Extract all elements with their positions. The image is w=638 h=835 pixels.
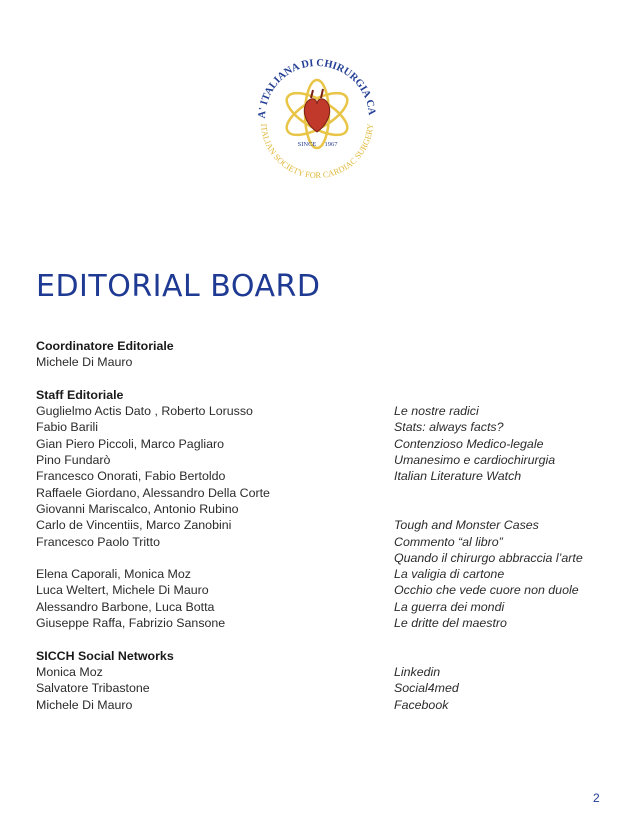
staff-name: Elena Caporali, Monica Moz — [36, 567, 191, 582]
staff-topic: Tough and Monster Cases — [394, 518, 539, 533]
logo-since-text: SINCE — [297, 141, 317, 148]
staff-name: Gian Piero Piccoli, Marco Pagliaro — [36, 436, 225, 451]
staff-row — [36, 501, 596, 517]
staff-name: Giuseppe Raffa, Fabrizio Sansone — [36, 616, 226, 631]
social-row — [36, 664, 596, 680]
staff-name: Luca Weltert, Michele Di Mauro — [36, 583, 209, 598]
social-heading: SICCH Social Networks — [36, 648, 174, 663]
logo-arc-bottom-text: ITALIAN SOCIETY FOR CARDIAC SURGERY — [259, 123, 376, 180]
staff-topic: Le nostre radici — [394, 404, 479, 419]
staff-row — [36, 615, 596, 631]
social-name: Monica Moz — [36, 664, 103, 679]
staff-row — [36, 582, 596, 598]
staff-topic: Stats: always facts? — [394, 420, 504, 435]
editorial-board-content — [36, 338, 596, 713]
staff-name: Alessandro Barbone, Luca Botta — [36, 599, 215, 614]
staff-row — [36, 403, 596, 419]
staff-name: Francesco Onorati, Fabio Bertoldo — [36, 469, 226, 484]
staff-name — [36, 550, 394, 566]
staff-topic: Occhio che vede cuore non duole — [394, 583, 579, 598]
staff-heading: Staff Editoriale — [36, 387, 124, 402]
staff-name: Giovanni Mariscalco, Antonio Rubino — [36, 501, 239, 516]
staff-name: Raffaele Giordano, Alessandro Della Corte — [36, 485, 270, 500]
social-name: Michele Di Mauro — [36, 697, 133, 712]
staff-topic: La valigia di cartone — [394, 567, 505, 582]
social-network: Social4med — [394, 681, 459, 696]
social-list — [36, 664, 596, 713]
staff-topic: Quando il chirurgo abbraccia l’arte — [394, 550, 583, 565]
coordinator-name: Michele Di Mauro — [36, 355, 133, 370]
staff-topic: La guerra dei mondi — [394, 599, 505, 614]
logo-arc-top-text: A' ITALIANA DI CHIRURGIA CA — [256, 57, 378, 119]
social-network: Facebook — [394, 697, 449, 712]
page-title: EDITORIAL BOARD — [36, 269, 321, 304]
society-seal-icon — [241, 40, 393, 180]
staff-name: Carlo de Vincentiis, Marco Zanobini — [36, 518, 232, 533]
staff-row — [36, 599, 596, 615]
social-row — [36, 680, 596, 696]
staff-list — [36, 403, 596, 631]
staff-topic: Commento “al libro” — [394, 534, 503, 549]
staff-row — [36, 468, 596, 484]
staff-topic: Contenzioso Medico-legale — [394, 436, 544, 451]
staff-row — [36, 419, 596, 435]
society-logo — [241, 40, 393, 180]
coordinator-heading: Coordinatore Editoriale — [36, 339, 174, 353]
staff-name: Fabio Barili — [36, 420, 98, 435]
staff-row — [36, 534, 596, 550]
staff-row — [36, 485, 596, 501]
staff-name: Francesco Paolo Tritto — [36, 534, 160, 549]
staff-topic: Le dritte del maestro — [394, 616, 507, 631]
staff-topic: Umanesimo e cardiochirurgia — [394, 453, 556, 468]
staff-row — [36, 436, 596, 452]
staff-row — [36, 566, 596, 582]
logo-year-text: 1967 — [324, 141, 338, 148]
staff-name: Pino Fundarò — [36, 453, 111, 468]
staff-topic: Italian Literature Watch — [394, 469, 522, 484]
social-network: Linkedin — [394, 664, 441, 679]
social-row — [36, 697, 596, 713]
social-name: Salvatore Tribastone — [36, 681, 150, 696]
staff-row — [36, 452, 596, 468]
page-number: 2 — [593, 791, 600, 805]
staff-row — [36, 550, 596, 566]
staff-row — [36, 517, 596, 533]
staff-name: Guglielmo Actis Dato , Roberto Lorusso — [36, 404, 253, 419]
